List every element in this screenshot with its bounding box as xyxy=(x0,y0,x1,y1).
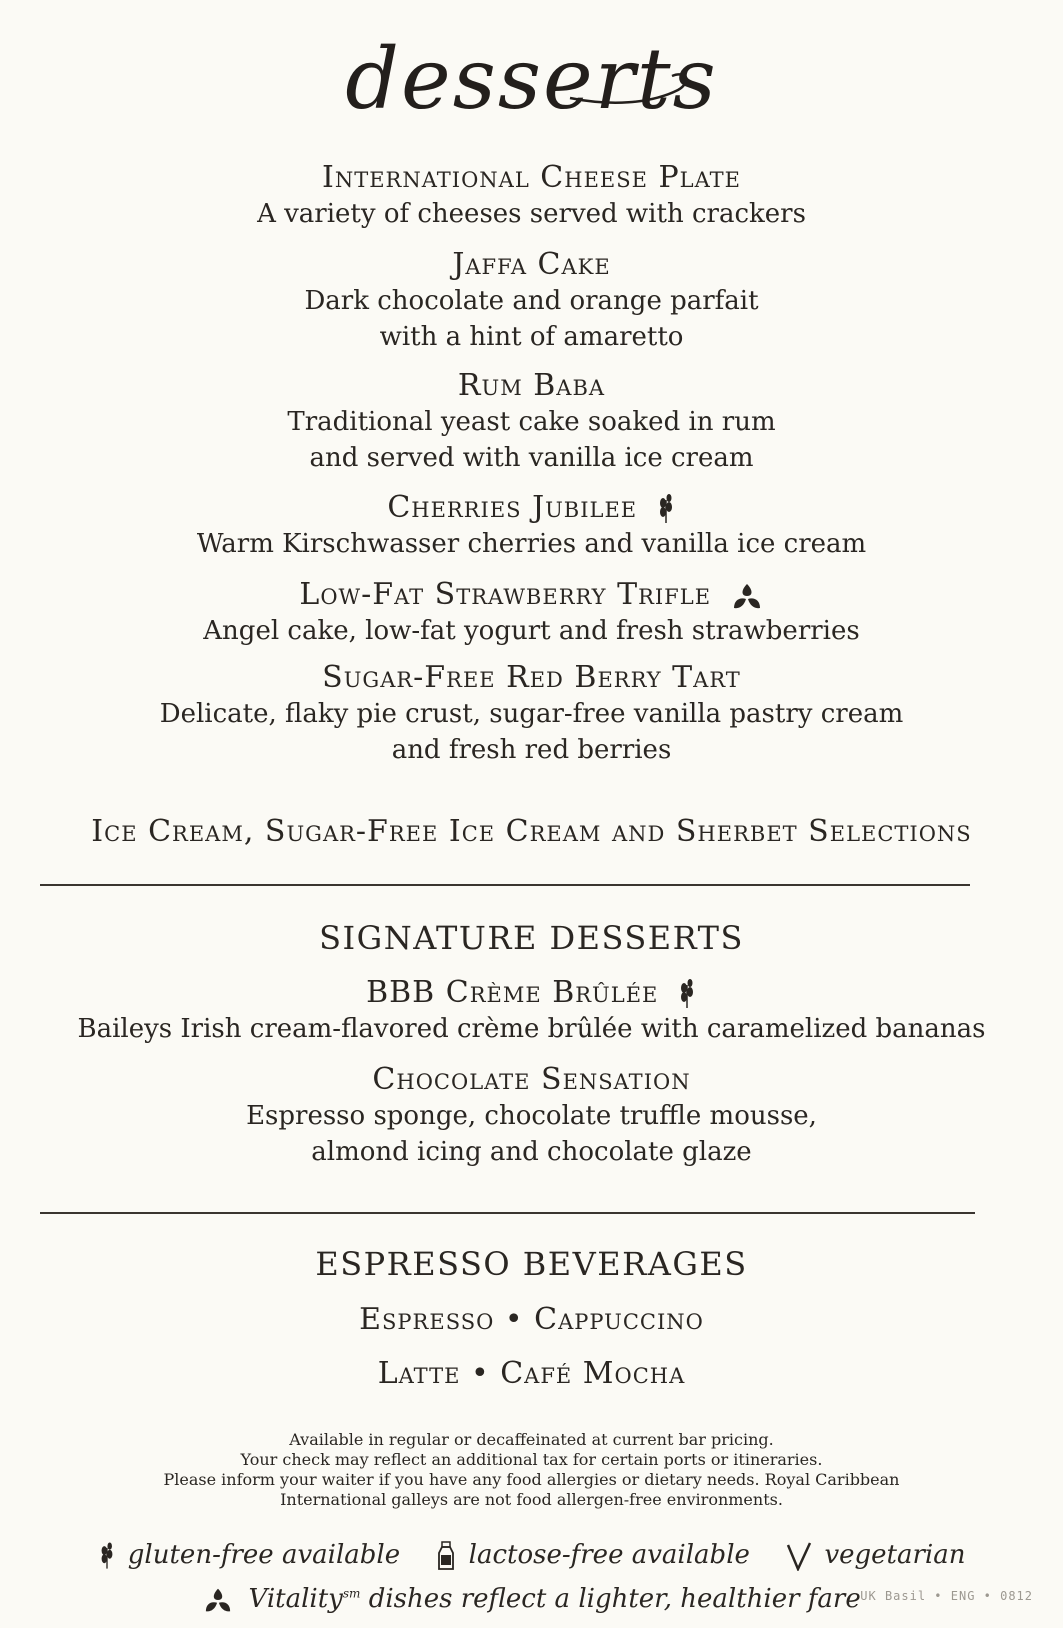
dessert-name: Sugar-Free Red Berry Tart xyxy=(322,660,741,695)
footnote xyxy=(0,1430,1063,1510)
legend-gluten xyxy=(98,1540,409,1570)
dessert-desc: Warm Kirschwasser cherries and vanilla ice cream xyxy=(196,529,867,559)
footnote-line: Available in regular or decaffeinated at current bar pricing. xyxy=(289,1430,774,1449)
vitality-icon xyxy=(730,581,764,611)
section-divider xyxy=(40,884,970,886)
legend-vegetarian xyxy=(786,1540,965,1570)
dessert-desc: Baileys Irish cream-flavored crème brûlée with caramelized bananas xyxy=(77,1014,986,1044)
legend-lactose xyxy=(436,1540,758,1570)
beverage-name: Café Mocha xyxy=(500,1356,686,1391)
section-heading: ESPRESSO BEVERAGES xyxy=(315,1245,748,1283)
beverage-name: Latte xyxy=(377,1356,461,1391)
bullet-separator: • xyxy=(470,1356,490,1391)
dessert-item xyxy=(0,247,1063,355)
espresso-line xyxy=(0,1356,1063,1392)
legend-row xyxy=(0,1538,1063,1572)
wheat-icon xyxy=(656,494,676,524)
legend-label: dishes reflect a lighter, healthier fare xyxy=(368,1583,861,1614)
section-heading: SIGNATURE DESSERTS xyxy=(319,919,744,957)
section-divider xyxy=(40,1212,975,1214)
dessert-item xyxy=(0,660,1063,768)
dessert-desc: Angel cake, low-fat yogurt and fresh strawberries xyxy=(203,616,860,646)
dessert-desc: A variety of cheeses served with crackers xyxy=(257,199,806,229)
dessert-name: Cherries Jubilee xyxy=(387,490,638,525)
dessert-name: BBB Crème Brûlée xyxy=(366,975,659,1010)
dessert-item xyxy=(0,160,1063,232)
legend-label: lactose-free available xyxy=(468,1540,750,1570)
dessert-name: Ice Cream, Sugar-Free Ice Cream and Sherbet Selections xyxy=(91,814,972,849)
vegetarian-v-icon xyxy=(786,1541,812,1571)
dessert-desc: Espresso sponge, chocolate truffle mousse, xyxy=(246,1101,817,1131)
dessert-desc: with a hint of amaretto xyxy=(379,322,684,352)
beverage-name: Espresso xyxy=(359,1302,495,1337)
dessert-desc: Traditional yeast cake soaked in rum xyxy=(287,407,776,437)
footnote-line: Please inform your waiter if you have any food allergies or dietary needs. Royal Caribbean xyxy=(163,1470,900,1489)
dessert-name: Low-Fat Strawberry Trifle xyxy=(299,577,712,612)
legend-label: gluten-free available xyxy=(127,1540,401,1570)
signature-item xyxy=(0,975,1063,1047)
wheat-icon xyxy=(677,979,697,1009)
dessert-desc: almond icing and chocolate glaze xyxy=(311,1137,752,1167)
dessert-item xyxy=(0,577,1063,649)
title-swash-ornament xyxy=(560,60,700,110)
dessert-item xyxy=(0,368,1063,476)
service-mark: sm xyxy=(342,1586,361,1600)
signature-item xyxy=(0,1062,1063,1170)
milk-bottle-icon xyxy=(436,1541,456,1571)
legend-label: Vitality xyxy=(248,1583,343,1614)
dessert-desc: and fresh red berries xyxy=(391,735,672,765)
menu-title: desserts xyxy=(345,30,718,128)
espresso-line xyxy=(0,1302,1063,1338)
footnote-line: International galleys are not food allergen-free environments. xyxy=(280,1490,783,1509)
wheat-icon xyxy=(98,1542,116,1570)
footnote-line: Your check may reflect an additional tax for certain ports or itineraries. xyxy=(240,1450,823,1469)
dessert-name: International Cheese Plate xyxy=(322,160,741,195)
dessert-item xyxy=(0,814,1063,850)
dessert-name: Jaffa Cake xyxy=(452,247,611,282)
vitality-icon xyxy=(202,1586,234,1614)
signature-section xyxy=(0,918,1063,958)
dessert-desc: and served with vanilla ice cream xyxy=(309,443,754,473)
dessert-item xyxy=(0,490,1063,562)
bullet-separator: • xyxy=(504,1302,524,1337)
print-code: UK Basil • ENG • 0812 xyxy=(860,1589,1033,1603)
dessert-name: Chocolate Sensation xyxy=(372,1062,691,1097)
dessert-desc: Delicate, flaky pie crust, sugar-free vanilla pastry cream xyxy=(159,699,904,729)
espresso-section xyxy=(0,1244,1063,1284)
beverage-name: Cappuccino xyxy=(534,1302,704,1337)
legend-label: vegetarian xyxy=(824,1540,966,1570)
dessert-desc: Dark chocolate and orange parfait xyxy=(304,286,759,316)
legend-vitality xyxy=(202,1584,861,1614)
dessert-name: Rum Baba xyxy=(457,368,606,403)
